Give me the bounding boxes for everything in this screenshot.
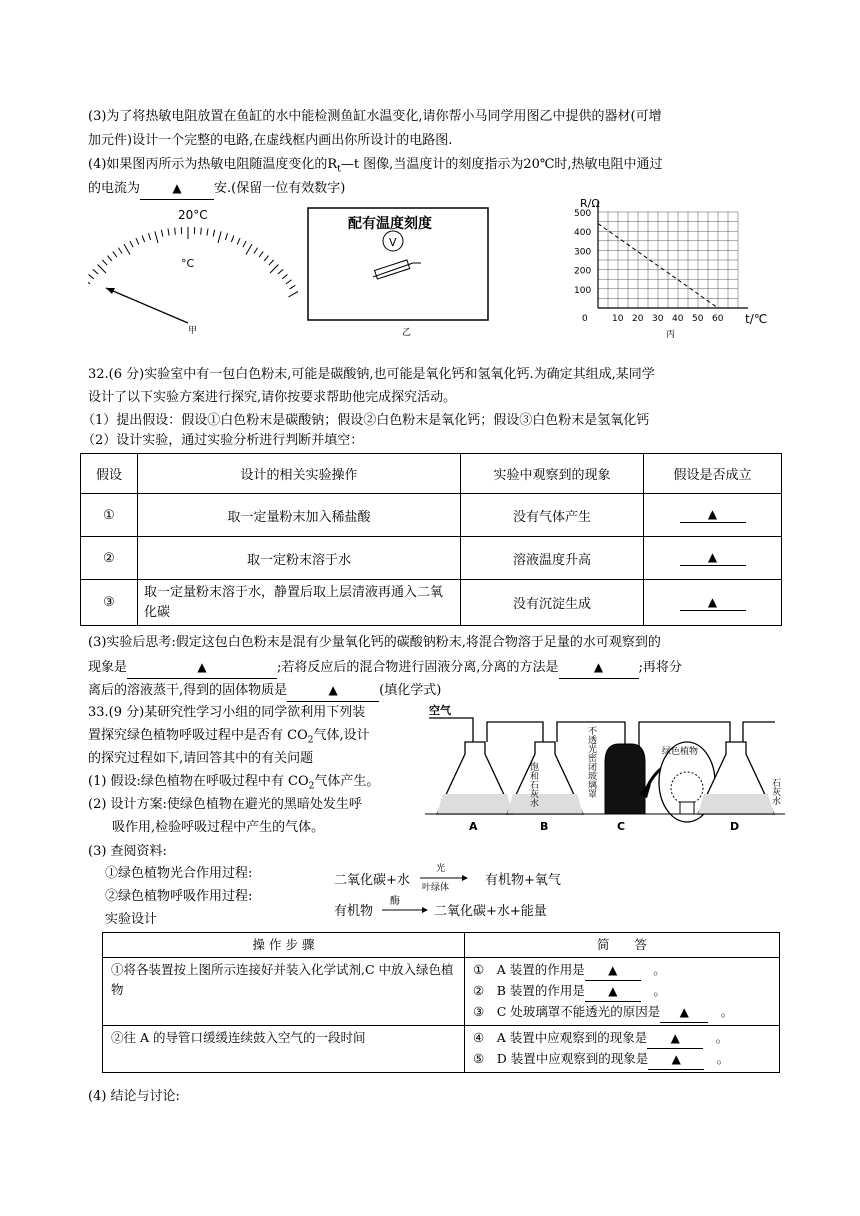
table-row <box>81 537 782 580</box>
th-valid: 假设是否成立 <box>644 454 782 494</box>
dial-tick <box>142 236 145 243</box>
dial-unit: °C <box>181 257 195 270</box>
dial-tick <box>288 291 298 297</box>
q33-l3: 的探究过程如下,请回答其中的有关问题 <box>88 751 314 766</box>
eq2-right: 二氧化碳+水+能量 <box>434 904 547 919</box>
answer-blank[interactable]: ▲ <box>647 1028 703 1049</box>
y-tick-label: 500 <box>574 209 592 219</box>
y-tick-label: 100 <box>574 285 592 296</box>
row-id: ① <box>81 494 138 537</box>
dial-tick <box>161 230 162 237</box>
th-answers: 简 答 <box>465 933 780 958</box>
q32-line4: （2）设计实验，通过实验分析进行判断并填空： <box>82 433 364 448</box>
q31-line4a: (4)如果图丙所示为热敏电阻随温度变化的$R_t—t$ 图像,当温度计的刻度指示为20℃时,热敏电阻中通过 <box>88 157 663 175</box>
apparatus-figure <box>425 702 785 837</box>
eq2-left: 有机物 <box>334 904 374 919</box>
q32-line3: （1）提出假设：假设①白色粉末是碳酸钠；假设②白色粉末是氧化钙；假设③白色粉末是氢氧化钙 <box>82 413 650 428</box>
q31-line4b: 的电流为 ▲ 安.(保留一位有效数字) <box>88 178 345 200</box>
row-id: ② <box>81 537 138 580</box>
answer-blank[interactable]: ▲ <box>585 960 641 981</box>
q33-l6: 吸作用,检验呼吸过程中产生的气体。 <box>112 820 325 835</box>
q32-line1: 32.(6 分)实验室中有一包白色粉末,可能是碳酸钠,也可能是氧化钙和氢氧化钙.为确定其组成,某同学 <box>88 367 655 382</box>
voltmeter-label: V <box>389 236 397 249</box>
label-plant: 绿色植物 <box>662 747 699 757</box>
row-operation: 取一定量粉末溶于水，静置后取上层清液再通入二氧化碳 <box>138 580 461 626</box>
fig-bing-caption: 丙 <box>666 330 676 340</box>
answer-blank[interactable]: ▲ <box>660 1002 708 1023</box>
meter-box-figure <box>305 205 490 340</box>
x-tick-label: 0 <box>582 314 588 324</box>
dial-tick <box>124 244 130 254</box>
y-axis-label: R/Ω <box>580 197 600 210</box>
answer-blank[interactable]: ▲ <box>648 1049 704 1070</box>
row-id: ③ <box>81 580 138 626</box>
dial-tick <box>148 233 150 240</box>
x-tick-label: 40 <box>672 314 684 324</box>
dial-tick <box>93 269 98 274</box>
y-tick-label: 200 <box>574 266 592 277</box>
row-operation: 取一定粉末溶于水 <box>138 537 461 580</box>
dial-tick <box>136 238 139 244</box>
dial-pointer <box>106 288 188 323</box>
label-c: C <box>617 820 626 833</box>
answer-blank[interactable]: ▲ <box>585 981 641 1002</box>
design-row <box>103 958 780 1026</box>
air-label: 空气 <box>429 704 451 717</box>
dial-tick <box>259 251 263 257</box>
answer-blank[interactable]: ▲ <box>127 657 277 679</box>
dial-tick <box>155 231 158 243</box>
dial-tick <box>289 285 295 289</box>
dial-tick <box>218 231 221 243</box>
y-tick-label: 400 <box>574 228 592 239</box>
thermistor-symbol <box>375 260 410 279</box>
eq2-top: 酶 <box>390 896 400 907</box>
eq1-top: 光 <box>436 864 446 874</box>
row-answer[interactable]: ▲ <box>644 494 782 537</box>
dial-tick <box>243 241 246 247</box>
resistance-temperature-graph <box>570 193 795 343</box>
dial-tick <box>286 280 292 284</box>
x-tick-label: 60 <box>712 314 724 324</box>
dial-tick <box>269 260 274 265</box>
answers-2: ④ A 装置中应观察到的现象是 ▲ 。 ⑤ D 装置中应观察到的现象是 ▲ 。 <box>465 1026 780 1073</box>
dial-tick <box>278 269 283 274</box>
x-tick-label: 20 <box>632 314 644 324</box>
q33-l2: 置探究绿色植物呼吸过程中是否有 $CO_2$气体,设计 <box>88 728 370 746</box>
q31-line3a: (3)为了将热敏电阻放置在鱼缸的水中能检测鱼缸水温变化,请你帮小马同学用图乙中提供的器材(可增 <box>88 109 662 124</box>
q33-l5: (2) 设计方案:使绿色植物在避光的黑暗处发生呼 <box>88 797 362 812</box>
dial-tick <box>89 274 94 278</box>
eq1-bottom: 叶绿体 <box>422 883 450 893</box>
dial-tick <box>168 229 169 236</box>
q33-resp: ②绿色植物呼吸作用过程: <box>105 889 253 904</box>
q33-l7: (3) 查阅资料: <box>88 844 167 859</box>
label-b: B <box>540 820 549 833</box>
design-table <box>102 932 780 1073</box>
dial-tick <box>201 228 202 235</box>
x-tick-label: 30 <box>652 314 664 324</box>
label-a: A <box>469 820 478 833</box>
q31-line3b: 加元件)设计一个完整的电路,在虚线框内画出你所设计的电路图. <box>88 133 453 148</box>
th-operation: 设计的相关实验操作 <box>138 454 461 494</box>
dial-tick <box>237 238 240 244</box>
label-limewater-d: 石灰水 <box>770 778 780 805</box>
answer-blank[interactable]: ▲ <box>287 680 379 702</box>
x-axis-label: t/℃ <box>745 312 768 326</box>
equations <box>330 858 590 928</box>
th-steps: 操 作 步 骤 <box>103 933 465 958</box>
dial-tick <box>97 264 105 272</box>
step-1: ①将各装置按上图所示连接好并装入化学试剂,C 中放入绿色植物 <box>103 958 465 1026</box>
q33-design: 实验设计 <box>105 912 158 927</box>
row-answer[interactable]: ▲ <box>644 537 782 580</box>
table-row <box>81 494 782 537</box>
design-header-row <box>103 933 780 958</box>
dial-tick <box>225 233 227 240</box>
dial-tick <box>282 274 287 278</box>
q33-l1: 33.(9 分)某研究性学习小组的同学欲利用下列装 <box>88 705 366 720</box>
dial-top-label: 20°C <box>178 208 208 222</box>
dial-tick <box>118 248 122 254</box>
answer-blank[interactable]: ▲ <box>559 657 639 679</box>
label-d: D <box>730 820 740 833</box>
row-operation: 取一定量粉末加入稀盐酸 <box>138 494 461 537</box>
x-tick-label: 50 <box>692 314 704 324</box>
graph-grid <box>598 212 738 308</box>
dial-tick <box>246 244 252 254</box>
dial-tick <box>270 264 278 272</box>
fig-yi-caption: 乙 <box>402 328 412 338</box>
dial-tick <box>213 230 214 237</box>
y-tick-labels <box>574 209 591 296</box>
q32-q3a: (3)实验后思考:假定这包白色粉末是混有少量氧化钙的碳酸钠粉末,将混合物溶于足量的水可观察到的 <box>88 635 661 650</box>
label-saturated-limewater: 饱和石灰水 <box>528 762 538 807</box>
row-observation: 没有气体产生 <box>461 494 644 537</box>
dial-tick <box>113 251 117 257</box>
q32-line2: 设计了以下实验方案进行探究,请你按要求帮助他完成探究活动。 <box>88 390 457 405</box>
q32-q3b: 现象是 ▲ ;若将反应后的混合物进行固液分离,分离的方法是 ▲ ;再将分 <box>88 657 682 679</box>
dial-tick <box>207 229 208 236</box>
answer-blank[interactable]: ▲ <box>140 178 214 200</box>
y-tick-label: 300 <box>574 247 592 258</box>
x-tick-labels <box>582 314 724 324</box>
row-observation: 溶液温度升高 <box>461 537 644 580</box>
dial-tick <box>102 260 107 265</box>
thermometer-dial-figure <box>88 205 298 335</box>
dial-tick <box>107 256 111 261</box>
q33-photo: ①绿色植物光合作用过程: <box>105 866 253 881</box>
q33-conclusion: (4) 结论与讨论: <box>88 1089 180 1104</box>
label-bell-jar: 不透光密闭玻璃罩 <box>586 726 596 798</box>
dial-tick <box>88 280 90 284</box>
dial-tick <box>264 256 268 261</box>
x-tick-label: 10 <box>612 314 624 324</box>
answers-1: ① A 装置的作用是 ▲ 。 ② B 装置的作用是 ▲ 。 ③ C 处玻璃罩不能透光的原因是 ▲ 。 <box>465 958 780 1026</box>
q33-l4: (1) 假设:绿色植物在呼吸过程中有 $CO_2$气体产生。 <box>88 774 380 792</box>
eq1-right: 有机物+氧气 <box>485 873 561 888</box>
dial-tick <box>175 228 176 235</box>
row-observation: 没有沉淀生成 <box>461 580 644 626</box>
th-observation: 实验中观察到的现象 <box>461 454 644 494</box>
dial-tick <box>231 236 234 243</box>
hypothesis-table <box>80 453 782 626</box>
q32-q3c: 离后的溶液蒸干,得到的固体物质是 ▲ (填化学式) <box>88 680 441 702</box>
eq1-left: 二氧化碳+水 <box>334 873 410 888</box>
graph-axes <box>598 201 748 308</box>
table-row <box>81 580 782 626</box>
row-answer[interactable]: ▲ <box>644 580 782 626</box>
dial-tick <box>254 248 258 254</box>
dial-tick <box>130 241 133 247</box>
design-row <box>103 1026 780 1073</box>
table-header-row <box>81 454 782 494</box>
box-title: 配有温度刻度 <box>348 216 432 232</box>
fig-jia-caption: 甲 <box>188 326 198 335</box>
th-hypothesis: 假设 <box>81 454 138 494</box>
step-2: ②往 A 的导管口缓缓连续鼓入空气的一段时间 <box>103 1026 465 1073</box>
bell-jar <box>605 744 645 814</box>
